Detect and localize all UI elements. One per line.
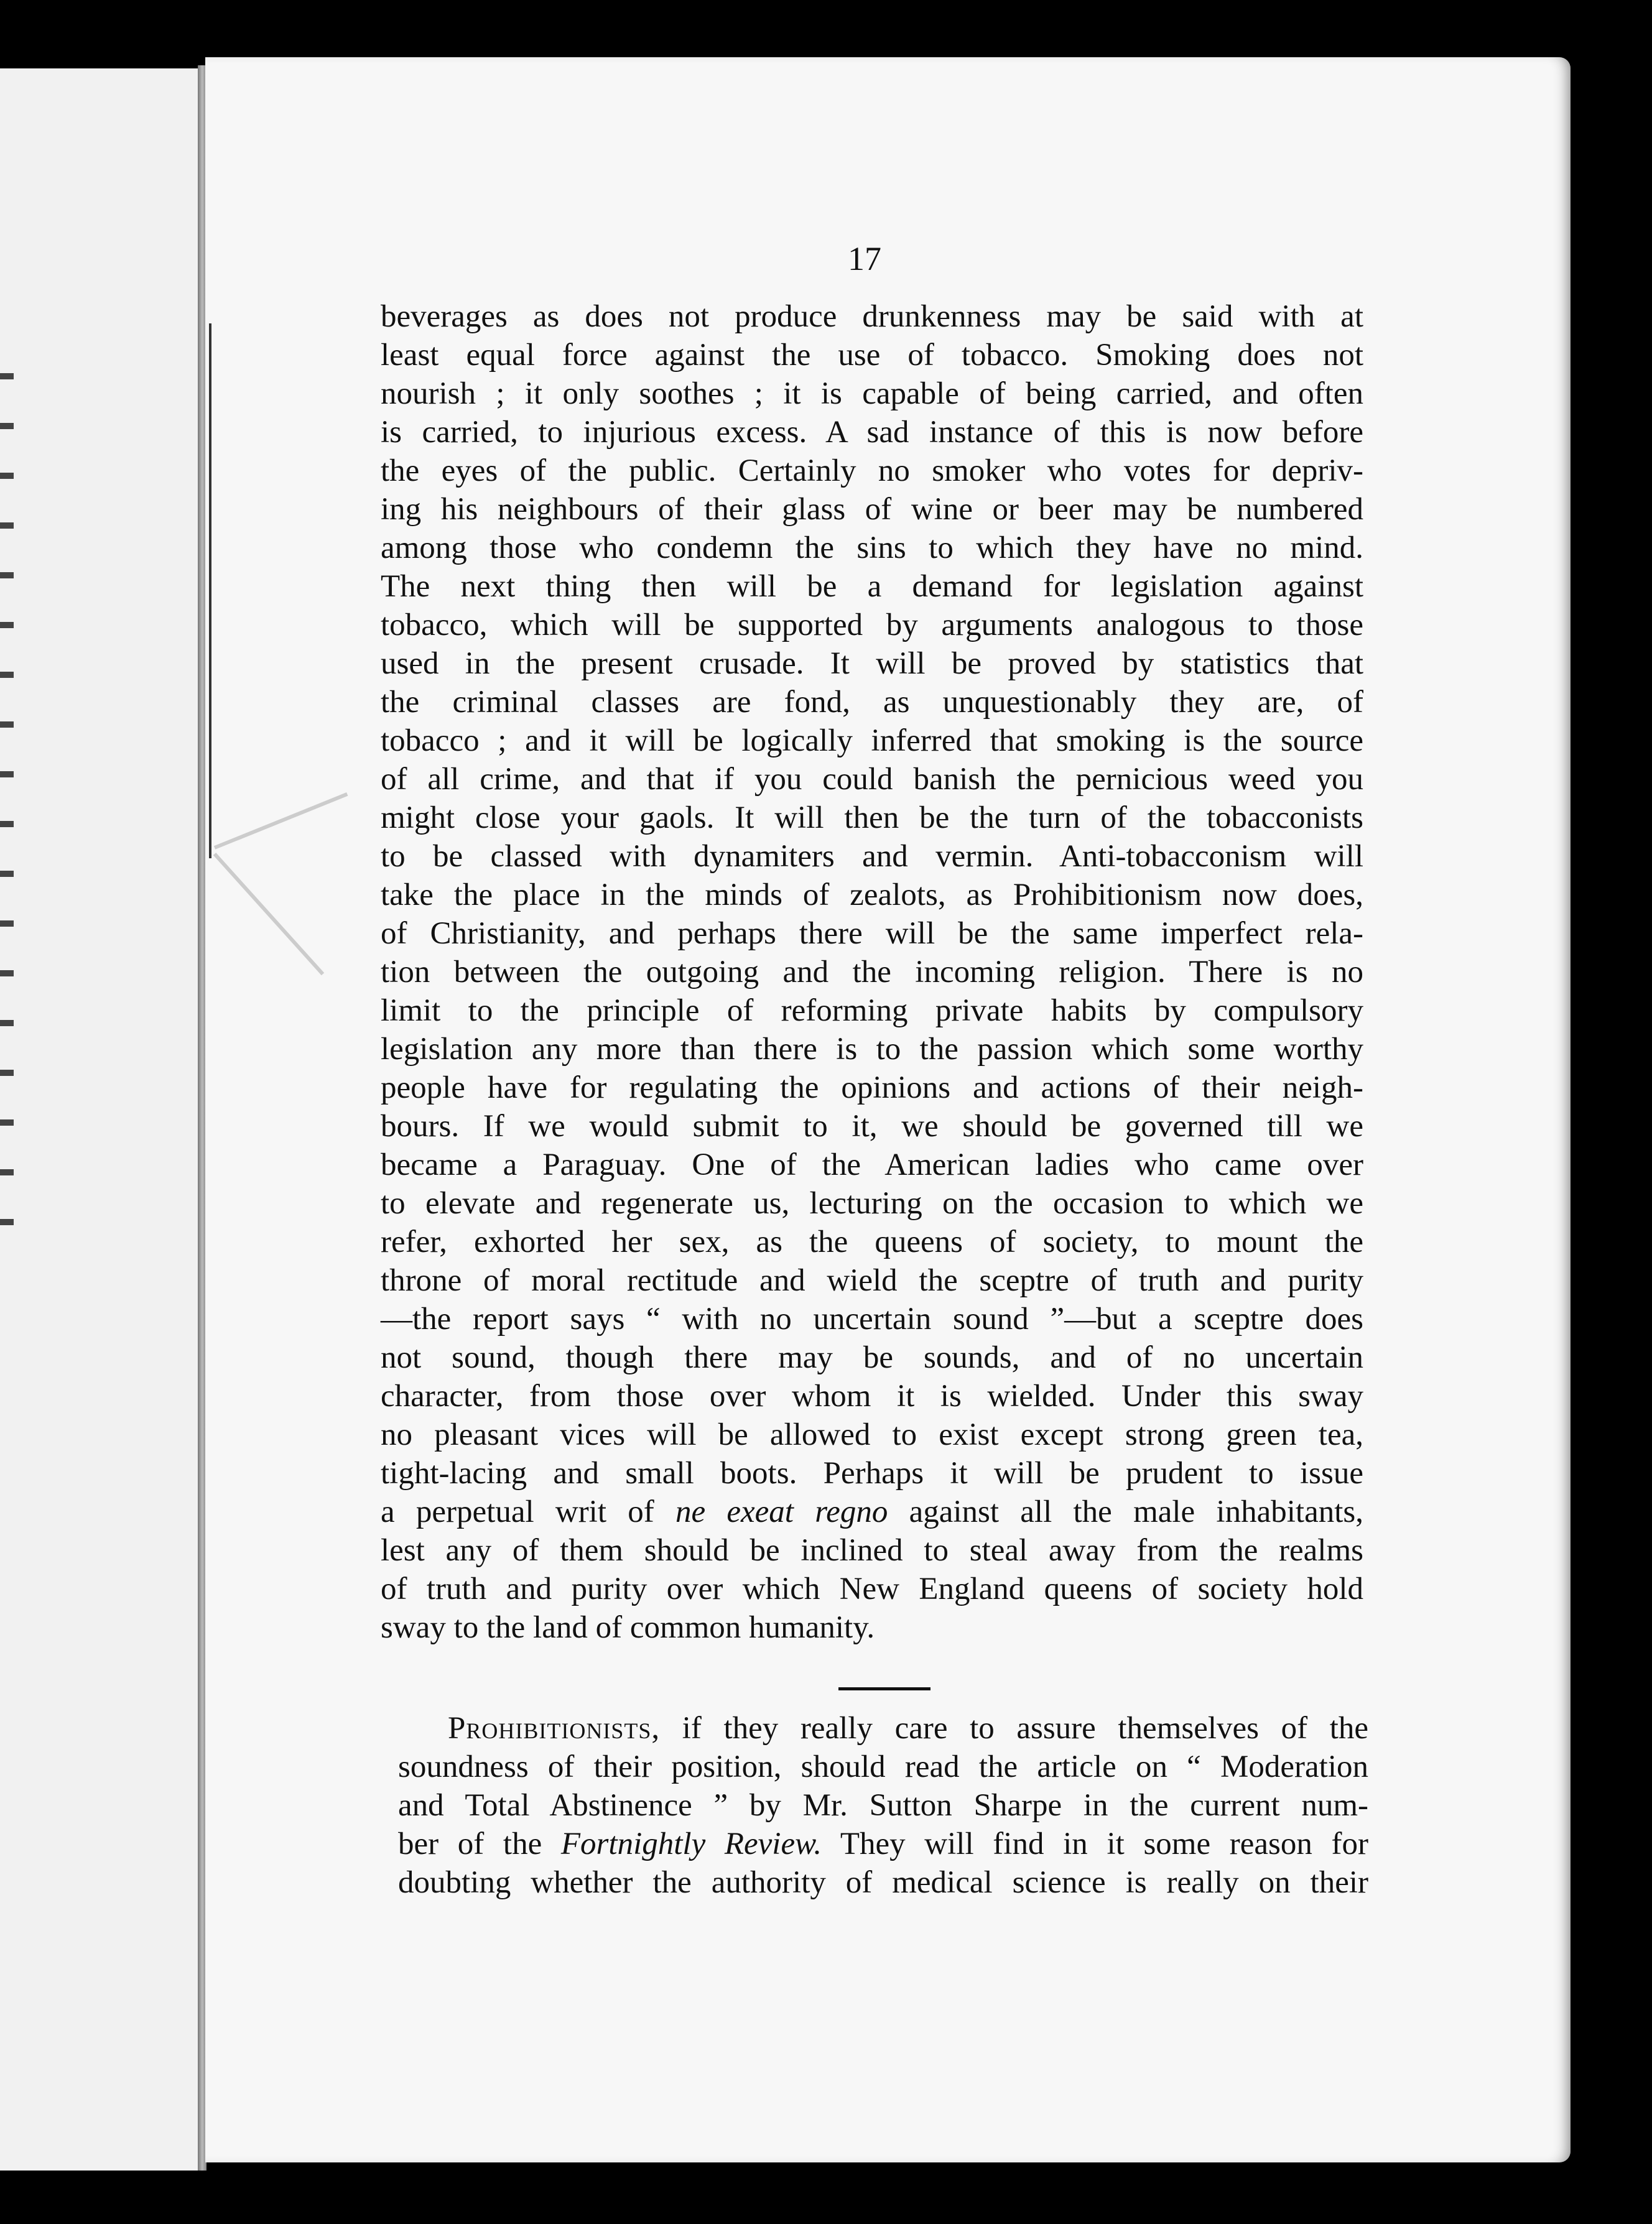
section-divider bbox=[838, 1687, 930, 1690]
text-line: —the report says “ with no uncertain sound ”—but a sceptre does bbox=[381, 1302, 1363, 1337]
text-line: refer, exhorted her sex, as the queens of society, to mount the bbox=[381, 1225, 1363, 1259]
text-line: nourish ; it only soothes ; it is capable of being carried, and often bbox=[381, 376, 1363, 411]
text-line: no pleasant vices will be allowed to exist except strong green tea, bbox=[381, 1417, 1363, 1452]
text-line: bours. If we would submit to it, we should be governed till we bbox=[381, 1109, 1363, 1144]
text-line: character, from those over whom it is wielded. Under this sway bbox=[381, 1379, 1363, 1414]
text-line: sway to the land of common humanity. bbox=[381, 1610, 875, 1645]
text-line: tight-lacing and small boots. Perhaps it will be prudent to issue bbox=[381, 1456, 1363, 1491]
text-line: not sound, though there may be sounds, and of no uncertain bbox=[381, 1340, 1363, 1375]
latin-phrase: ne exeat regno bbox=[675, 1494, 888, 1529]
left-page bbox=[0, 68, 205, 2171]
text-line: is carried, to injurious excess. A sad instance of this is now before bbox=[381, 415, 1363, 450]
paragraph-second bbox=[398, 1709, 1368, 1902]
text-segment: a perpetual writ of bbox=[381, 1494, 676, 1529]
left-page-edge-marks bbox=[0, 330, 14, 1263]
text-line: and Total Abstinence ” by Mr. Sutton Sharpe in the current num- bbox=[398, 1788, 1368, 1823]
text-line: least equal force against the use of tobacco. Smoking does not bbox=[381, 338, 1363, 373]
text-line: to be classed with dynamiters and vermin. Anti-tobacconism will bbox=[381, 839, 1363, 874]
text-line: lest any of them should be inclined to steal away from the realms bbox=[381, 1533, 1363, 1568]
text-line: of all crime, and that if you could banish the pernicious weed you bbox=[381, 762, 1363, 797]
text-segment: if they really care to assure themselves of the bbox=[660, 1711, 1368, 1746]
page-number: 17 bbox=[848, 240, 881, 277]
text-line: The next thing then will be a demand for legislation against bbox=[381, 569, 1363, 604]
text-line: of Christianity, and perhaps there will be the same imperfect rela- bbox=[381, 916, 1363, 951]
text-line: used in the present crusade. It will be proved by statistics that bbox=[381, 646, 1363, 681]
text-line: tobacco, which will be supported by arguments analogous to those bbox=[381, 608, 1363, 642]
text-line: the criminal classes are fond, as unquestionably they are, of bbox=[381, 685, 1363, 720]
text-line: people have for regulating the opinions and actions of their neigh- bbox=[381, 1070, 1363, 1105]
text-line bbox=[398, 1709, 1368, 1748]
binding-thread bbox=[209, 323, 218, 858]
text-line: legislation any more than there is to the passion which some worthy bbox=[381, 1032, 1363, 1067]
paragraph-main bbox=[381, 297, 1363, 1647]
text-segment: ber of the bbox=[398, 1827, 561, 1861]
text-line: tion between the outgoing and the incoming religion. There is no bbox=[381, 955, 1363, 989]
text-line: became a Paraguay. One of the American ladies who came over bbox=[381, 1147, 1363, 1182]
text-line: beverages as does not produce drunkenness may be said with at bbox=[381, 299, 1363, 334]
text-line bbox=[381, 1493, 1363, 1531]
text-line: the eyes of the public. Certainly no smoker who votes for depriv- bbox=[381, 453, 1363, 488]
text-line: take the place in the minds of zealots, as Prohibitionism now does, bbox=[381, 878, 1363, 912]
text-line: throne of moral rectitude and wield the sceptre of truth and purity bbox=[381, 1263, 1363, 1298]
text-line: soundness of their position, should read the article on “ Moderation bbox=[398, 1749, 1368, 1784]
text-line bbox=[398, 1825, 1368, 1863]
lead-word: Prohibitionists, bbox=[448, 1711, 661, 1746]
journal-title: Fortnightly Review. bbox=[560, 1827, 822, 1861]
text-line: among those who condemn the sins to which they have no mind. bbox=[381, 531, 1363, 565]
text-segment: against all the male inhabitants, bbox=[888, 1494, 1363, 1529]
text-segment: They will find in it some reason for bbox=[822, 1827, 1369, 1861]
text-line: limit to the principle of reforming private habits by compulsory bbox=[381, 993, 1363, 1028]
text-line: might close your gaols. It will then be the turn of the tobacconists bbox=[381, 800, 1363, 835]
text-line: tobacco ; and it will be logically inferred that smoking is the source bbox=[381, 723, 1363, 758]
text-line: to elevate and regenerate us, lecturing on the occasion to which we bbox=[381, 1186, 1363, 1221]
text-line: doubting whether the authority of medical science is really on their bbox=[398, 1865, 1368, 1900]
text-line: ing his neighbours of their glass of wine or beer may be numbered bbox=[381, 492, 1363, 527]
text-line: of truth and purity over which New England queens of society hold bbox=[381, 1572, 1363, 1606]
